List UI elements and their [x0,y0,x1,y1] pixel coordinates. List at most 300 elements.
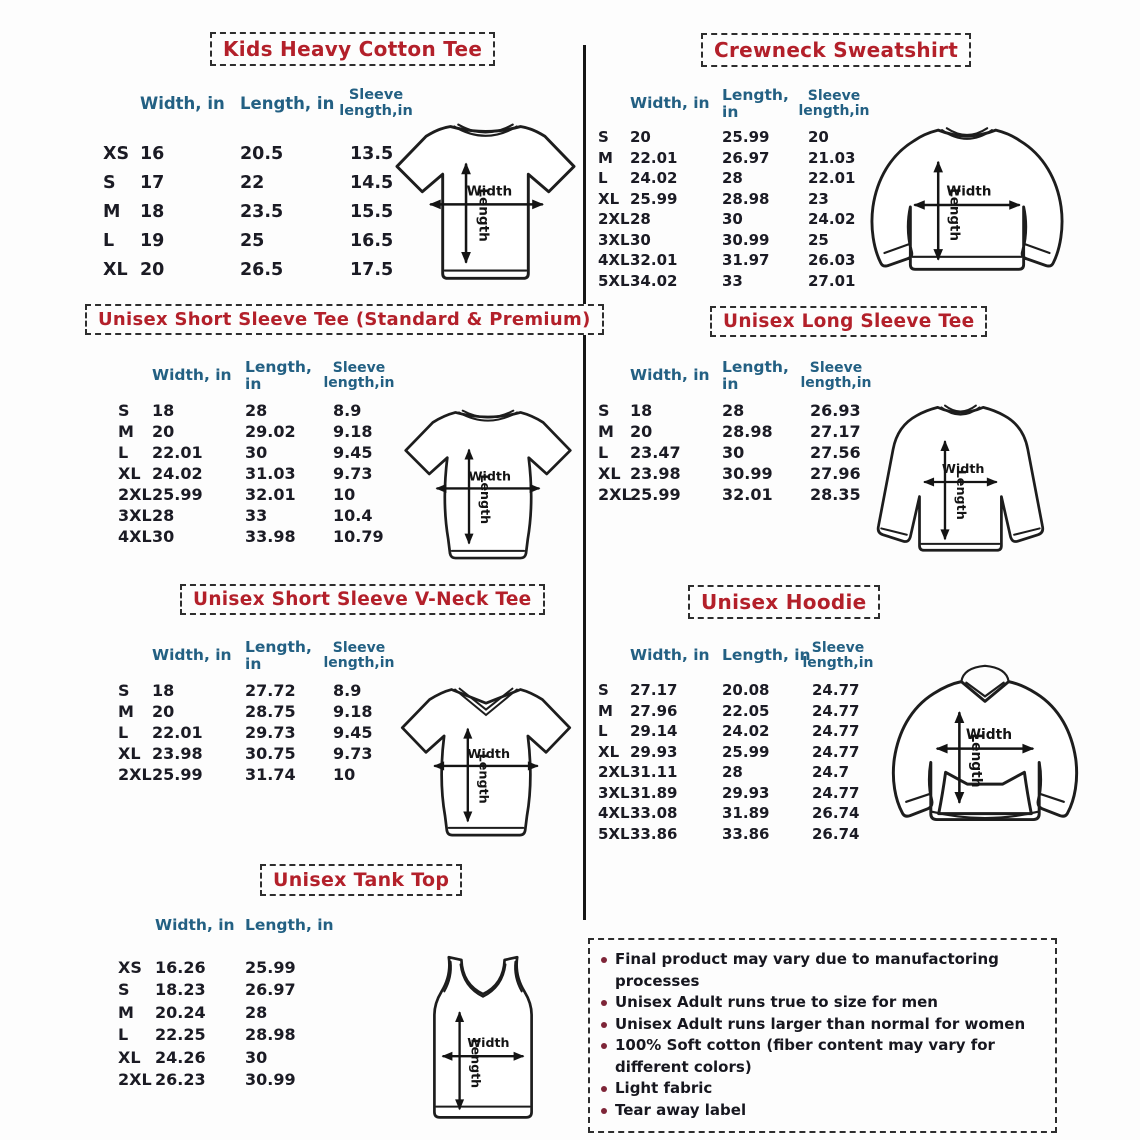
size-label: S [598,681,609,700]
section-vneck-tee [85,578,590,853]
table-row [598,421,890,442]
size-label: XS [118,957,142,977]
section-title-text: Unisex Short Sleeve V-Neck Tee [193,589,532,610]
length-arrow-label: Length [952,469,968,520]
note-text: Unisex Adult runs larger than normal for women [615,1014,1026,1033]
width-arrow-label: Width [468,468,511,484]
size-label: S [118,401,130,420]
cell-value: 30.99 [245,1070,296,1090]
table-header [598,635,892,677]
table-header [118,912,355,940]
table-row [118,956,355,979]
cell-value: 28 [152,506,175,525]
col-length-header: Length, in [722,357,789,393]
size-label: M [103,201,121,222]
cell-value: 22.01 [630,148,678,167]
cell-value: 26.93 [810,401,861,420]
section-kids-tee [80,25,585,297]
size-label: 2XL [598,210,630,229]
section-title [701,33,971,67]
arrowhead [433,761,444,770]
table-row [598,824,892,845]
length-arrow-label: Length [475,753,491,804]
cell-value: 33.98 [245,527,296,546]
cell-value: 20 [140,259,165,280]
table-row [118,1001,355,1024]
notes-box [588,938,1057,1133]
size-label: XL [118,1047,141,1067]
bullet-icon [601,1000,607,1006]
cell-value: 10 [333,485,356,504]
table-row [598,127,888,148]
cell-value: 34.02 [630,271,678,290]
cell-value: 25.99 [630,485,681,504]
cell-value: 29.02 [245,422,296,441]
col-sleeve-header: Sleeve length,in [339,87,413,119]
cell-value: 17 [140,172,165,193]
col-width-header: Width, in [152,366,232,385]
table-row [118,526,413,547]
table-row [118,442,413,463]
size-table [118,956,355,1091]
cell-value: 30 [722,210,743,229]
table-row [118,743,413,764]
size-label: 4XL [598,804,630,823]
cell-value: 29.73 [245,723,296,742]
note-text: 100% Soft cotton (fiber content may vary for different colors) [615,1036,995,1076]
section-title-text: Unisex Hoodie [701,590,867,614]
size-label: L [598,722,608,741]
cell-value: 30 [245,443,268,462]
garment-outline [872,130,1062,269]
bullet-icon [601,1108,607,1114]
cell-value: 24.77 [812,722,860,741]
cell-value: 17.5 [350,259,394,280]
table-row [598,783,892,804]
cell-value: 20.5 [240,143,284,164]
cell-value: 31.74 [245,765,296,784]
cell-value: 23.98 [630,464,681,483]
cell-value: 24.77 [812,783,860,802]
cell-value: 20.24 [155,1002,206,1022]
table-row [103,168,430,197]
cell-value: 28.75 [245,702,296,721]
table-row [598,803,892,824]
cell-value: 29.93 [630,742,678,761]
table-row [118,484,413,505]
cell-value: 18 [140,201,165,222]
cell-value: 15.5 [350,201,394,222]
length-arrow-label: Length [477,474,493,525]
cell-value: 24.02 [722,722,770,741]
size-table [598,127,888,291]
size-label: S [103,172,116,193]
size-label: XS [103,143,130,164]
size-table [598,680,892,844]
cell-value: 29.14 [630,722,678,741]
col-sleeve-header: Sleeve length,in [323,359,395,391]
section-title [85,304,604,335]
cell-value: 25.99 [152,485,203,504]
cell-value: 19 [140,230,165,251]
note-text: Final product may vary due to manufactoring processes [615,950,999,990]
length-arrow-label: Length [468,1038,484,1089]
cell-value: 23.98 [152,744,203,763]
cell-value: 9.18 [333,702,373,721]
section-title [210,32,495,66]
col-length-header: Length, in [722,646,811,665]
cell-value: 28 [722,763,743,782]
table-row [598,762,892,783]
size-label: 4XL [118,527,152,546]
table-row [598,209,888,230]
section-title [180,584,545,615]
size-label: XL [598,189,620,208]
cell-value: 20 [630,128,651,147]
table-row [598,168,888,189]
table-header [598,355,890,397]
section-long-sleeve-tee [588,298,1088,570]
col-length-header: Length, in [245,916,334,935]
cell-value: 30 [245,1047,268,1067]
size-label: S [118,980,130,1000]
cell-value: 28 [245,1002,268,1022]
long-sleeve-illustration [851,391,1079,573]
cell-value: 24.77 [812,701,860,720]
cell-value: 14.5 [350,172,394,193]
cell-value: 30 [722,443,745,462]
cell-value: 13.5 [350,143,394,164]
col-width-header: Width, in [630,366,710,385]
cell-value: 26.74 [812,804,860,823]
table-row [103,255,430,284]
size-label: 3XL [598,783,630,802]
col-width-header: Width, in [140,93,225,113]
table-row [598,230,888,251]
sweatshirt-illustration [858,109,1076,301]
table-row [118,1024,355,1047]
vneck-illustration [395,673,577,848]
table-header [103,83,430,125]
note-text: Light fabric [615,1079,713,1097]
col-length-header: Length, in [245,637,312,673]
size-label: 3XL [118,506,152,525]
note-item [601,1100,1045,1122]
cell-value: 27.96 [810,464,861,483]
table-row [118,1046,355,1069]
table-row [118,701,413,722]
cell-value: 16.26 [155,957,206,977]
size-label: L [118,723,129,742]
section-title-text: Kids Heavy Cotton Tee [223,37,483,61]
table-row [118,421,413,442]
cell-value: 9.18 [333,422,373,441]
table-row [598,148,888,169]
hood-outline [961,666,1008,682]
cell-value: 18.23 [155,980,206,1000]
tee-illustration [388,110,583,290]
size-label: S [118,681,130,700]
bullet-icon [601,1022,607,1028]
note-text: Tear away label [615,1100,747,1119]
cell-value: 33.86 [722,824,770,843]
cell-value: 31.03 [245,464,296,483]
cell-value: 24.02 [630,169,678,188]
table-row [118,680,413,701]
cell-value: 25 [240,230,265,251]
section-title-text: Unisex Long Sleeve Tee [723,311,975,332]
table-row [118,1069,355,1092]
cell-value: 33 [722,271,743,290]
cell-value: 25 [808,230,829,249]
cell-value: 30.75 [245,744,296,763]
col-width-header: Width, in [630,94,710,113]
size-label: 2XL [598,763,630,782]
size-label: L [118,1025,129,1045]
cell-value: 33 [245,506,268,525]
table-row [103,226,430,255]
cell-value: 18 [152,401,175,420]
cell-value: 30.99 [722,230,770,249]
cell-value: 10.79 [333,527,384,546]
cell-value: 24.7 [812,763,850,782]
note-item [601,1014,1045,1036]
hoodie-illustration [876,656,1094,858]
cell-value: 25.99 [245,957,296,977]
size-label: XL [103,259,128,280]
size-table [598,400,890,505]
size-label: 5XL [598,271,630,290]
size-label: L [103,230,115,251]
cell-value: 28 [722,401,745,420]
cell-value: 25.99 [152,765,203,784]
cell-value: 32.01 [630,251,678,270]
size-table [103,139,430,284]
cell-value: 30 [152,527,175,546]
arrowhead [528,761,539,770]
cell-value: 26.23 [155,1070,206,1090]
length-arrow-label: Length [475,188,492,242]
col-sleeve-header: Sleeve length,in [323,639,395,671]
cell-value: 33.86 [630,824,678,843]
width-arrow-label: Width [467,746,511,762]
width-arrow-label: Width [946,184,992,200]
table-header [118,635,413,677]
section-title [260,864,462,896]
cell-value: 27.17 [630,681,678,700]
tank-illustration [417,950,549,1130]
cell-value: 32.01 [245,485,296,504]
cell-value: 32.01 [722,485,773,504]
note-item [601,1035,1045,1078]
section-title [710,306,987,337]
table-row [598,442,890,463]
note-item [601,949,1045,992]
table-row [118,400,413,421]
cell-value: 10 [333,765,356,784]
size-label: 2XL [118,485,152,504]
cell-value: 26.74 [812,824,860,843]
bullet-icon [601,1086,607,1092]
cell-value: 26.03 [808,251,856,270]
cell-value: 10.4 [333,506,373,525]
cell-value: 29.93 [722,783,770,802]
cell-value: 22.01 [808,169,856,188]
note-item [601,1078,1045,1100]
width-arrow-label: Width [965,726,1013,743]
size-label: 2XL [118,765,152,784]
cell-value: 28.98 [722,422,773,441]
cell-value: 31.89 [722,804,770,823]
size-label: 2XL [598,485,632,504]
section-hoodie [588,578,1088,856]
section-title-text: Unisex Short Sleeve Tee (Standard & Premium) [98,309,591,330]
cell-value: 30 [630,230,651,249]
table-row [118,979,355,1002]
cell-value: 16.5 [350,230,394,251]
col-width-header: Width, in [630,646,710,665]
section-title [688,585,880,619]
table-row [118,722,413,743]
table-row [598,680,892,701]
table-header [118,355,413,397]
cell-value: 22.05 [722,701,770,720]
size-label: 2XL [118,1070,152,1090]
cell-value: 28.98 [722,189,770,208]
bullet-icon [601,1043,607,1049]
section-title-text: Crewneck Sweatshirt [714,38,959,62]
size-label: 4XL [598,251,630,270]
size-label: M [598,148,613,167]
size-label: M [118,1002,134,1022]
table-row [598,721,892,742]
section-crewneck [588,25,1088,300]
table-row [118,505,413,526]
table-row [103,139,430,168]
cell-value: 23.47 [630,443,681,462]
cell-value: 24.77 [812,681,860,700]
size-label: XL [118,744,141,763]
cell-value: 8.9 [333,681,362,700]
cell-value: 26.97 [245,980,296,1000]
table-row [598,742,892,763]
cell-value: 25.99 [630,189,678,208]
cell-value: 27.01 [808,271,856,290]
cell-value: 33.08 [630,804,678,823]
cell-value: 24.02 [152,464,203,483]
table-row [118,764,413,785]
tee-illustration [397,398,579,568]
cell-value: 9.45 [333,443,373,462]
table-row [598,189,888,210]
cell-value: 28 [630,210,651,229]
cell-value: 26.97 [722,148,770,167]
col-length-header: Length, in [245,357,312,393]
size-label: XL [598,742,620,761]
col-width-header: Width, in [152,646,232,665]
cell-value: 27.56 [810,443,861,462]
cell-value: 9.73 [333,464,373,483]
col-length-header: Length, in [240,93,335,113]
note-text: Unisex Adult runs true to size for men [615,993,938,1011]
arrowhead [532,200,544,210]
cell-value: 21.03 [808,148,856,167]
col-sleeve-header: Sleeve length,in [800,359,872,391]
cell-value: 22.01 [152,723,203,742]
size-label: 3XL [598,230,630,249]
cell-value: 31.89 [630,783,678,802]
cell-value: 22 [240,172,265,193]
width-arrow-label: Width [467,1035,510,1051]
length-arrow-label: Length [968,733,985,788]
size-label: XL [598,464,621,483]
cell-value: 18 [152,681,175,700]
cell-value: 23.5 [240,201,284,222]
size-label: L [118,443,129,462]
cell-value: 31.97 [722,251,770,270]
size-table [118,680,413,785]
table-row [598,250,888,271]
cell-value: 24.77 [812,742,860,761]
cell-value: 16 [140,143,165,164]
cell-value: 22.25 [155,1025,206,1045]
cell-value: 27.72 [245,681,296,700]
cell-value: 31.11 [630,763,678,782]
col-sleeve-header: Sleeve length,in [798,87,870,119]
section-title-text: Unisex Tank Top [273,869,450,891]
arrowhead [530,484,541,493]
section-short-sleeve-tee [85,298,590,568]
cell-value: 20 [630,422,653,441]
cell-value: 27.17 [810,422,861,441]
size-label: 5XL [598,824,630,843]
table-row [598,484,890,505]
cell-value: 20.08 [722,681,770,700]
cell-value: 18 [630,401,653,420]
cell-value: 9.73 [333,744,373,763]
cell-value: 26.5 [240,259,284,280]
arrowhead [429,200,441,210]
cell-value: 27.96 [630,701,678,720]
arrowhead [436,484,447,493]
col-sleeve-header: Sleeve length,in [802,639,874,671]
cell-value: 23 [808,189,829,208]
table-row [598,463,890,484]
cell-value: 9.45 [333,723,373,742]
length-arrow-label: Length [946,188,962,242]
size-label: L [598,443,609,462]
table-row [598,400,890,421]
size-label: S [598,128,609,147]
cell-value: 28 [722,169,743,188]
cell-value: 20 [152,422,175,441]
table-row [598,271,888,292]
cell-value: 24.02 [808,210,856,229]
size-label: M [118,702,134,721]
cell-value: 20 [152,702,175,721]
note-item [601,992,1045,1014]
cell-value: 25.99 [722,128,770,147]
cell-value: 8.9 [333,401,362,420]
size-label: M [598,422,614,441]
table-row [118,463,413,484]
cell-value: 28.35 [810,485,861,504]
table-row [103,197,430,226]
cell-value: 25.99 [722,742,770,761]
size-label: M [598,701,613,720]
cell-value: 28 [245,401,268,420]
width-arrow-label: Width [466,183,513,200]
